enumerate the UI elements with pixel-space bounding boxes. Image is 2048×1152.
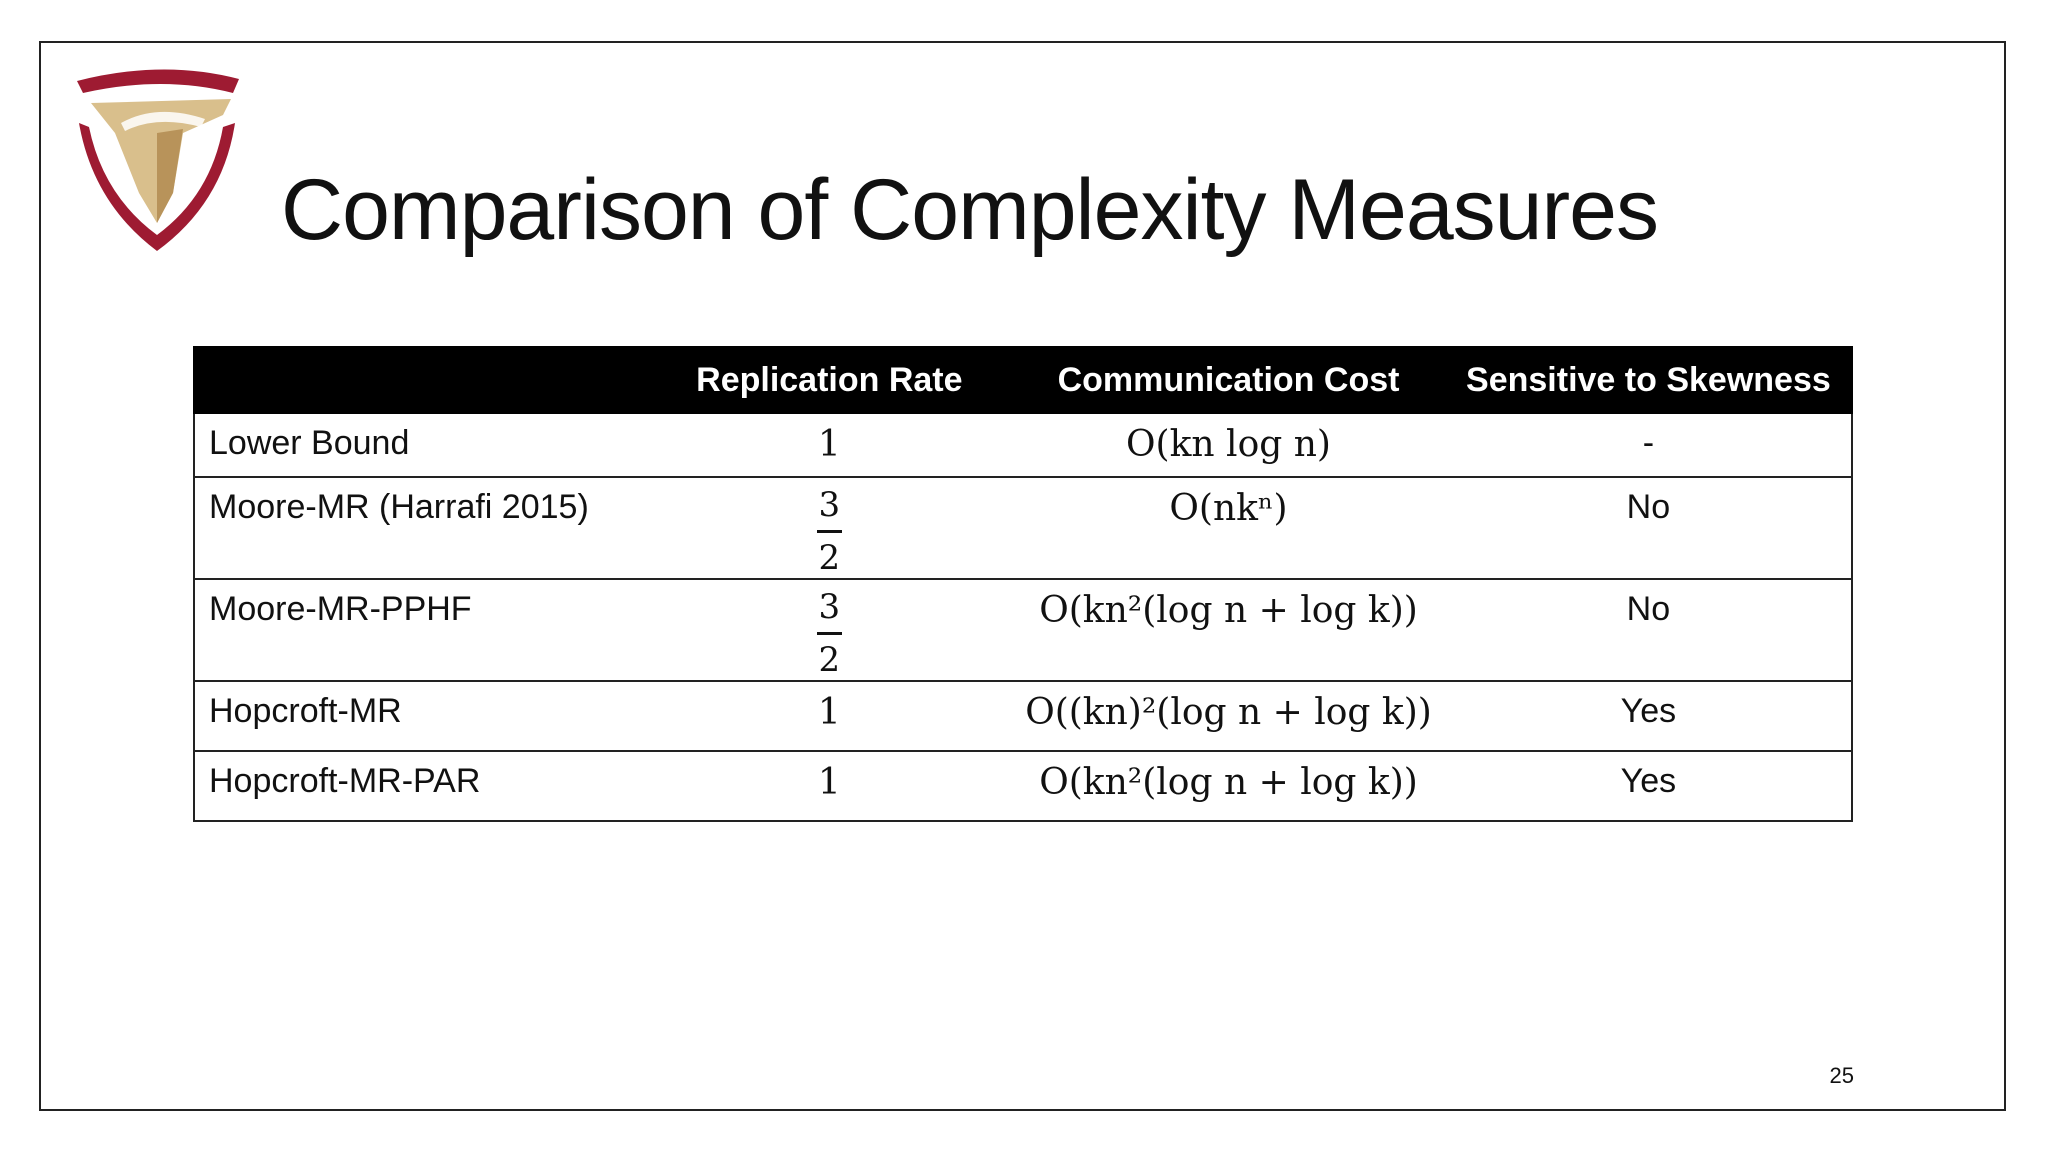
header-replication-rate: Replication Rate [647,347,1011,413]
row-communication-cost: O(nkⁿ) [1011,477,1446,579]
fraction [817,485,843,578]
row-sensitive-to-skewness: - [1446,413,1852,477]
row-replication-rate: 1 [647,413,1011,477]
row-sensitive-to-skewness: No [1446,477,1852,579]
row-name: Moore-MR (Harrafi 2015) [194,477,647,579]
fraction-numerator: 3 [817,590,843,635]
table-row [194,751,1852,821]
row-name: Moore-MR-PPHF [194,579,647,681]
header-communication-cost: Communication Cost [1011,347,1446,413]
row-replication-rate [647,579,1011,681]
table-row [194,579,1852,681]
header-name [194,347,647,413]
slide-frame [39,41,2006,1111]
fraction-denominator: 2 [818,640,841,680]
row-sensitive-to-skewness: No [1446,579,1852,681]
row-name: Hopcroft-MR-PAR [194,751,647,821]
table-row [194,681,1852,751]
row-communication-cost: O(kn log n) [1011,413,1446,477]
slide-title: Comparison of Complexity Measures [281,162,1658,258]
row-communication-cost: O((kn)²(log n + log k)) [1011,681,1446,751]
table-row [194,477,1852,579]
header-sensitive-to-skewness: Sensitive to Skewness [1446,347,1852,413]
row-sensitive-to-skewness: Yes [1446,681,1852,751]
page-number: 25 [1829,1063,1854,1088]
row-sensitive-to-skewness: Yes [1446,751,1852,821]
row-name: Hopcroft-MR [194,681,647,751]
table-header-row [194,347,1852,413]
row-communication-cost: O(kn²(log n + log k)) [1011,751,1446,821]
fraction-numerator: 3 [817,488,843,533]
row-replication-rate [647,477,1011,579]
row-replication-rate: 1 [647,751,1011,821]
comparison-table [193,346,1853,822]
table-row [194,413,1852,477]
row-communication-cost: O(kn²(log n + log k)) [1011,579,1446,681]
fraction [817,587,843,680]
row-replication-rate: 1 [647,681,1011,751]
shield-logo-icon [73,63,243,263]
row-name: Lower Bound [194,413,647,477]
fraction-denominator: 2 [818,538,841,578]
